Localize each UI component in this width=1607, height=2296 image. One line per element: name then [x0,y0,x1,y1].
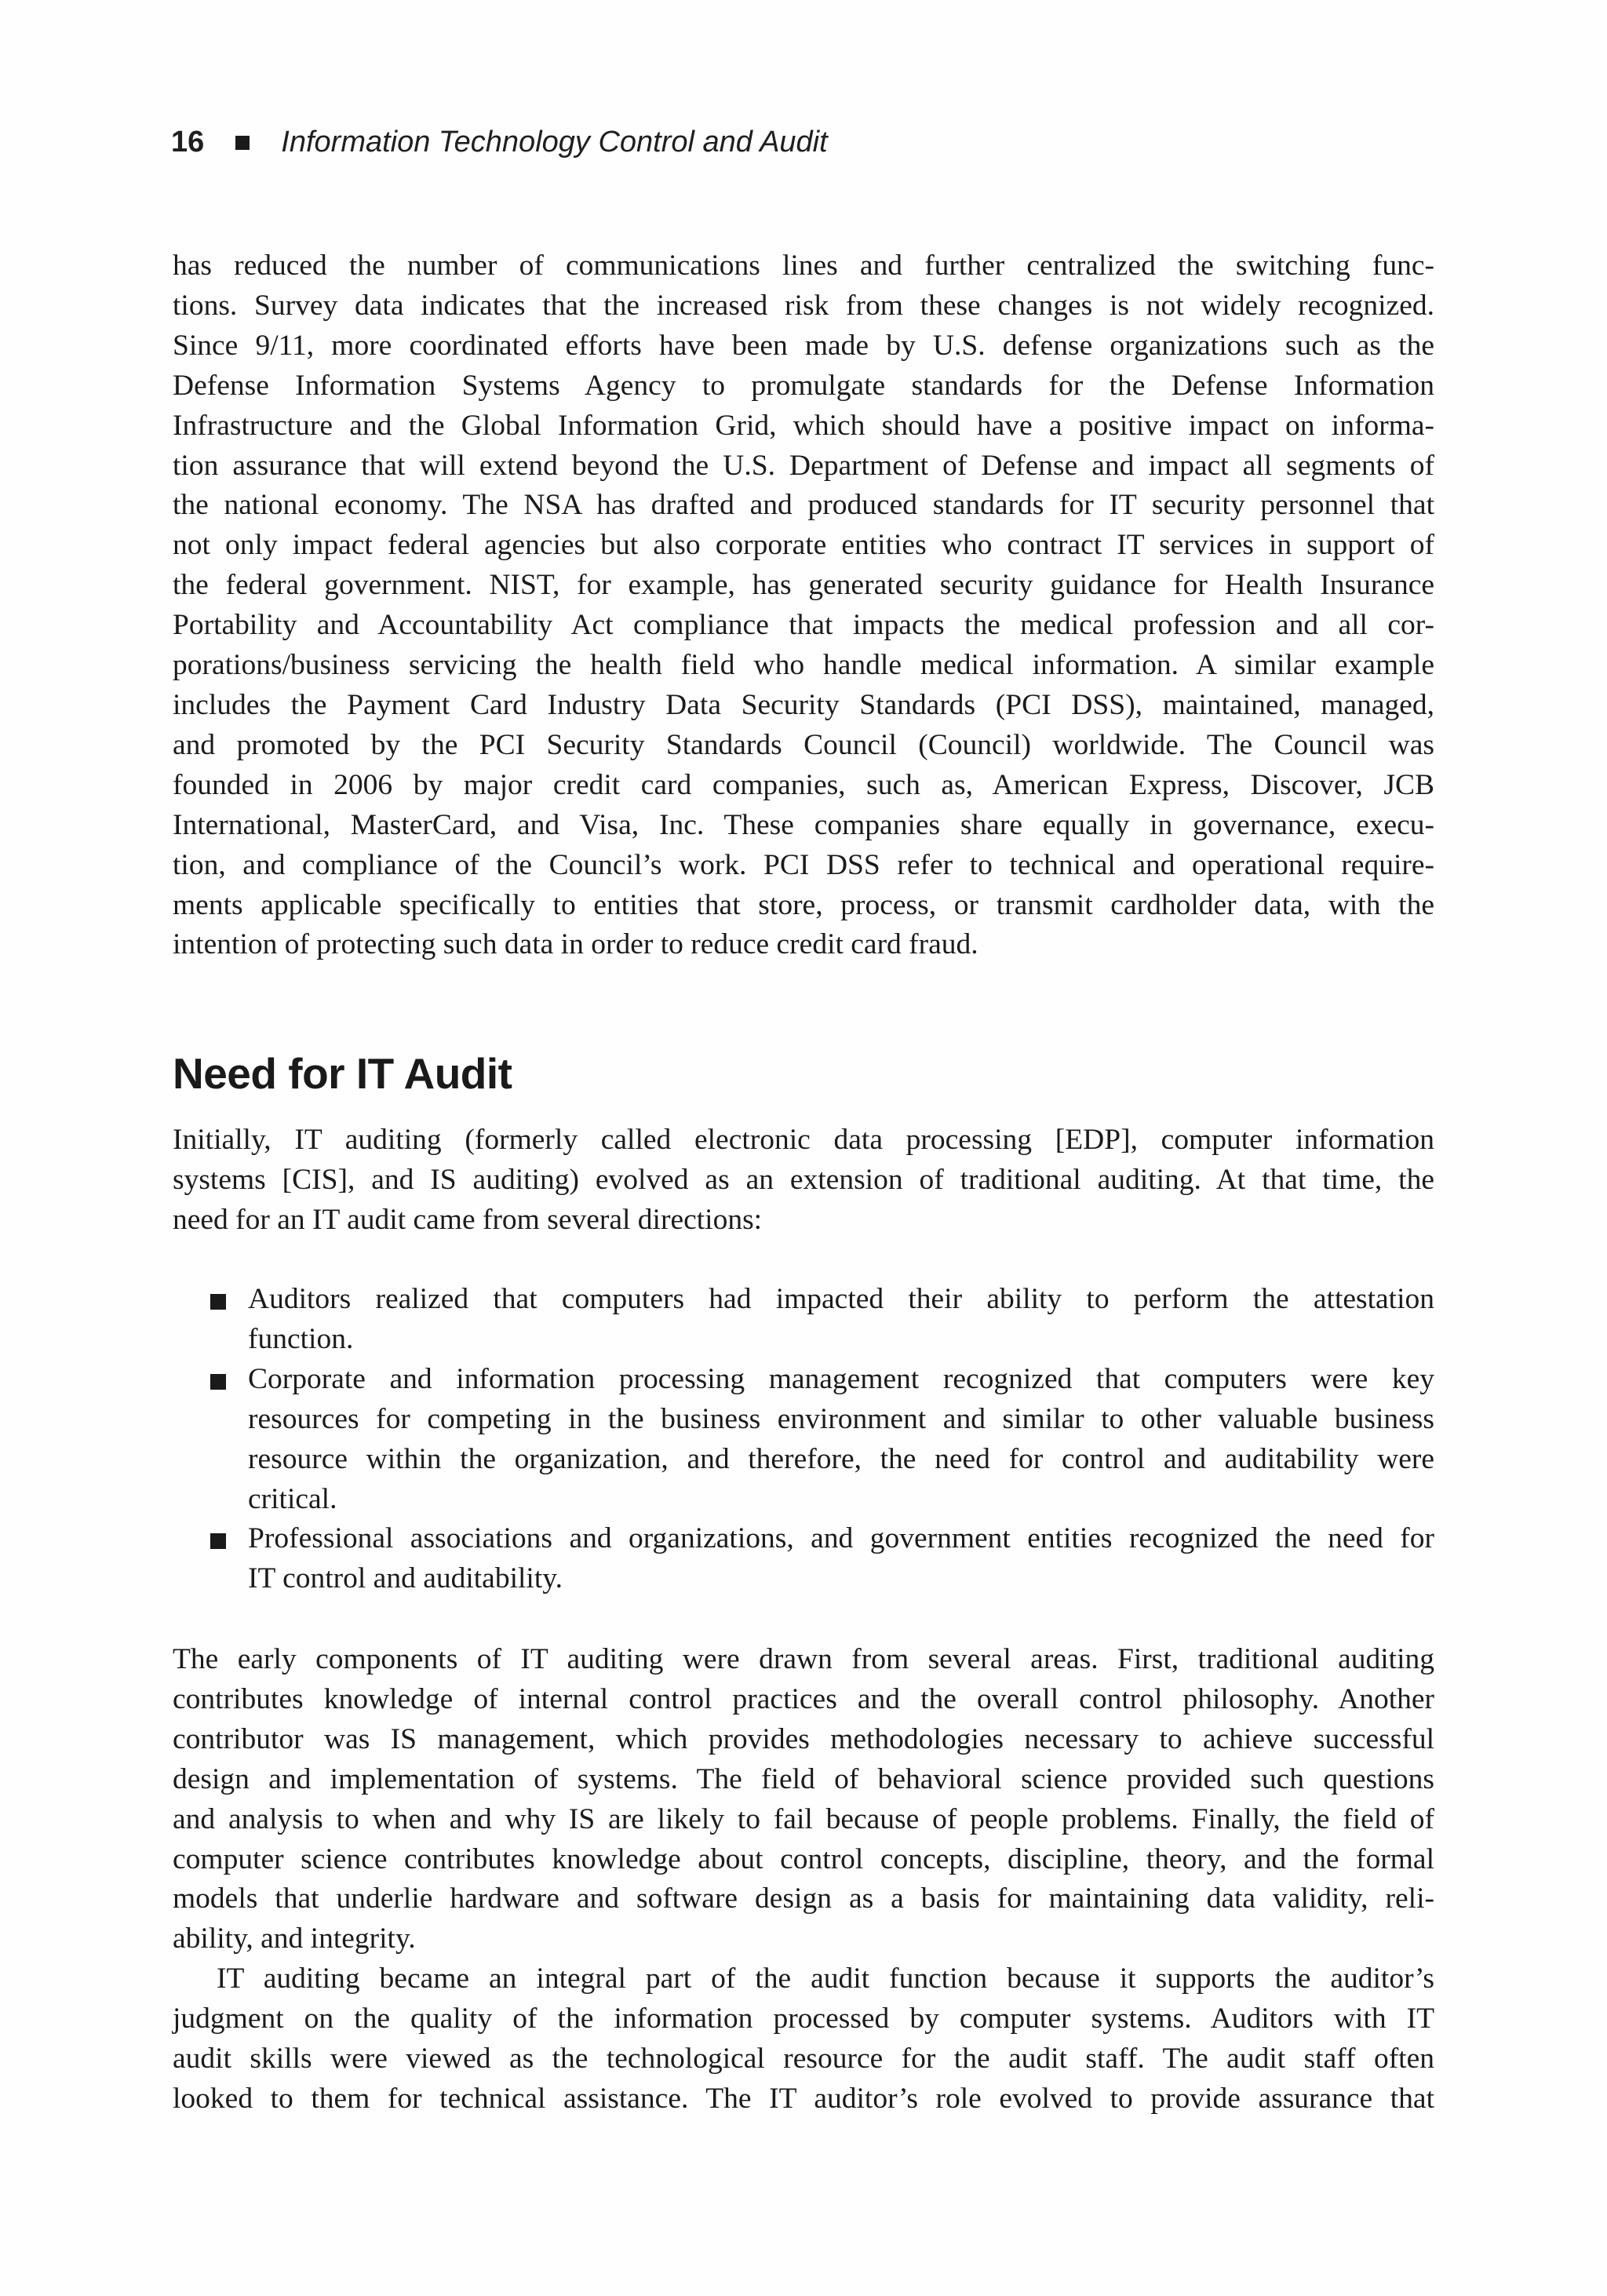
text-line: intention of protecting such data in order to reduce credit card fraud. [173,928,978,961]
text-line: contributor was IS management, which provides methodologies necessary to achieve successful [173,1722,1434,1755]
text-line: Initially, IT auditing (formerly called electronic data processing [EDP], computer information [173,1124,1434,1156]
text-line: Auditors realized that computers had impacted their ability to perform the attestation [248,1283,1434,1315]
square-bullet-icon [210,1294,226,1310]
text-line: judgment on the quality of the information processed by computer systems. Auditors with IT [173,2003,1434,2035]
text-line: includes the Payment Card Industry Data Security Standards (PCI DSS), maintained, managed, [173,688,1434,721]
text-line: resource within the organization, and therefore, the need for control and auditability were [248,1442,1434,1475]
text-line: IT auditing became an integral part of the audit function because it supports the auditor’s [217,1963,1434,1995]
paragraph-intro [173,246,1434,965]
text-line: the national economy. The NSA has drafted and produced standards for IT security personnel that [173,489,1434,522]
text-line: Infrastructure and the Global Information Grid, which should have a positive impact on informa- [173,409,1434,442]
text-line: founded in 2006 by major credit card companies, such as, American Express, Discover, JCB [173,768,1434,801]
page-number: 16 [171,126,205,159]
book-title: Information Technology Control and Audit [281,126,828,159]
text-line: Since 9/11, more coordinated efforts have been made by U.S. defense organizations such as the [173,329,1434,362]
paragraph-components [173,1640,1434,2119]
square-bullet-icon [235,136,250,150]
text-line: contributes knowledge of internal control practices and the overall control philosophy. Another [173,1682,1434,1715]
section-heading: Need for IT Audit [173,1049,512,1098]
text-line: porations/business servicing the health field who handle medical information. A similar example [173,649,1434,682]
text-line: Portability and Accountability Act compliance that impacts the medical profession and all cor- [173,609,1434,642]
bullet-list [173,1280,1434,1599]
text-line: and promoted by the PCI Security Standards Council (Council) worldwide. The Council was [173,728,1434,761]
list-item [173,1360,1434,1520]
square-bullet-icon [210,1533,226,1549]
text-line: need for an IT audit came from several directions: [173,1203,763,1236]
text-line: looked to them for technical assistance. The IT auditor’s role evolved to provide assurance that [173,2082,1434,2115]
text-line: design and implementation of systems. The field of behavioral science provided such questions [173,1762,1434,1795]
text-line: IT control and auditability. [248,1562,563,1595]
text-line: computer science contributes knowledge about control concepts, discipline, theory, and the formal [173,1842,1434,1875]
text-line: audit skills were viewed as the technological resource for the audit staff. The audit staff often [173,2043,1434,2076]
text-line: not only impact federal agencies but also corporate entities who contract IT services in support of [173,529,1434,562]
text-line: function. [248,1322,354,1355]
list-item [173,1519,1434,1599]
text-line: Corporate and information processing management recognized that computers were key [248,1362,1434,1395]
text-line: systems [CIS], and IS auditing) evolved as an extension of traditional auditing. At that time, the [173,1163,1434,1196]
text-line: tion, and compliance of the Council’s work. PCI DSS refer to technical and operational require- [173,848,1434,881]
square-bullet-icon [210,1374,226,1390]
running-header [171,126,828,159]
text-line: models that underlie hardware and software design as a basis for maintaining data validity, reli- [173,1882,1434,1915]
text-line: and analysis to when and why IS are likely to fail because of people problems. Finally, the field of [173,1802,1434,1835]
text-line: International, MasterCard, and Visa, Inc. These companies share equally in governance, execu- [173,808,1434,841]
text-line: Professional associations and organizations, and government entities recognized the need for [248,1522,1434,1555]
text-line: tions. Survey data indicates that the increased risk from these changes is not widely recognized. [173,289,1434,322]
text-line: The early components of IT auditing were drawn from several areas. First, traditional auditing [173,1643,1434,1675]
text-line: ability, and integrity. [173,1922,416,1955]
text-line: tion assurance that will extend beyond the U.S. Department of Defense and impact all segments of [173,449,1434,482]
list-item [173,1280,1434,1360]
text-line: Defense Information Systems Agency to promulgate standards for the Defense Information [173,369,1434,402]
text-line: resources for competing in the business environment and similar to other valuable business [248,1402,1434,1435]
text-line: ments applicable specifically to entities that store, process, or transmit cardholder data, with the [173,888,1434,921]
text-line: the federal government. NIST, for example, has generated security guidance for Health Insurance [173,569,1434,602]
text-line: has reduced the number of communications lines and further centralized the switching func- [173,250,1434,282]
paragraph-need [173,1121,1434,1241]
text-line: critical. [248,1482,337,1515]
